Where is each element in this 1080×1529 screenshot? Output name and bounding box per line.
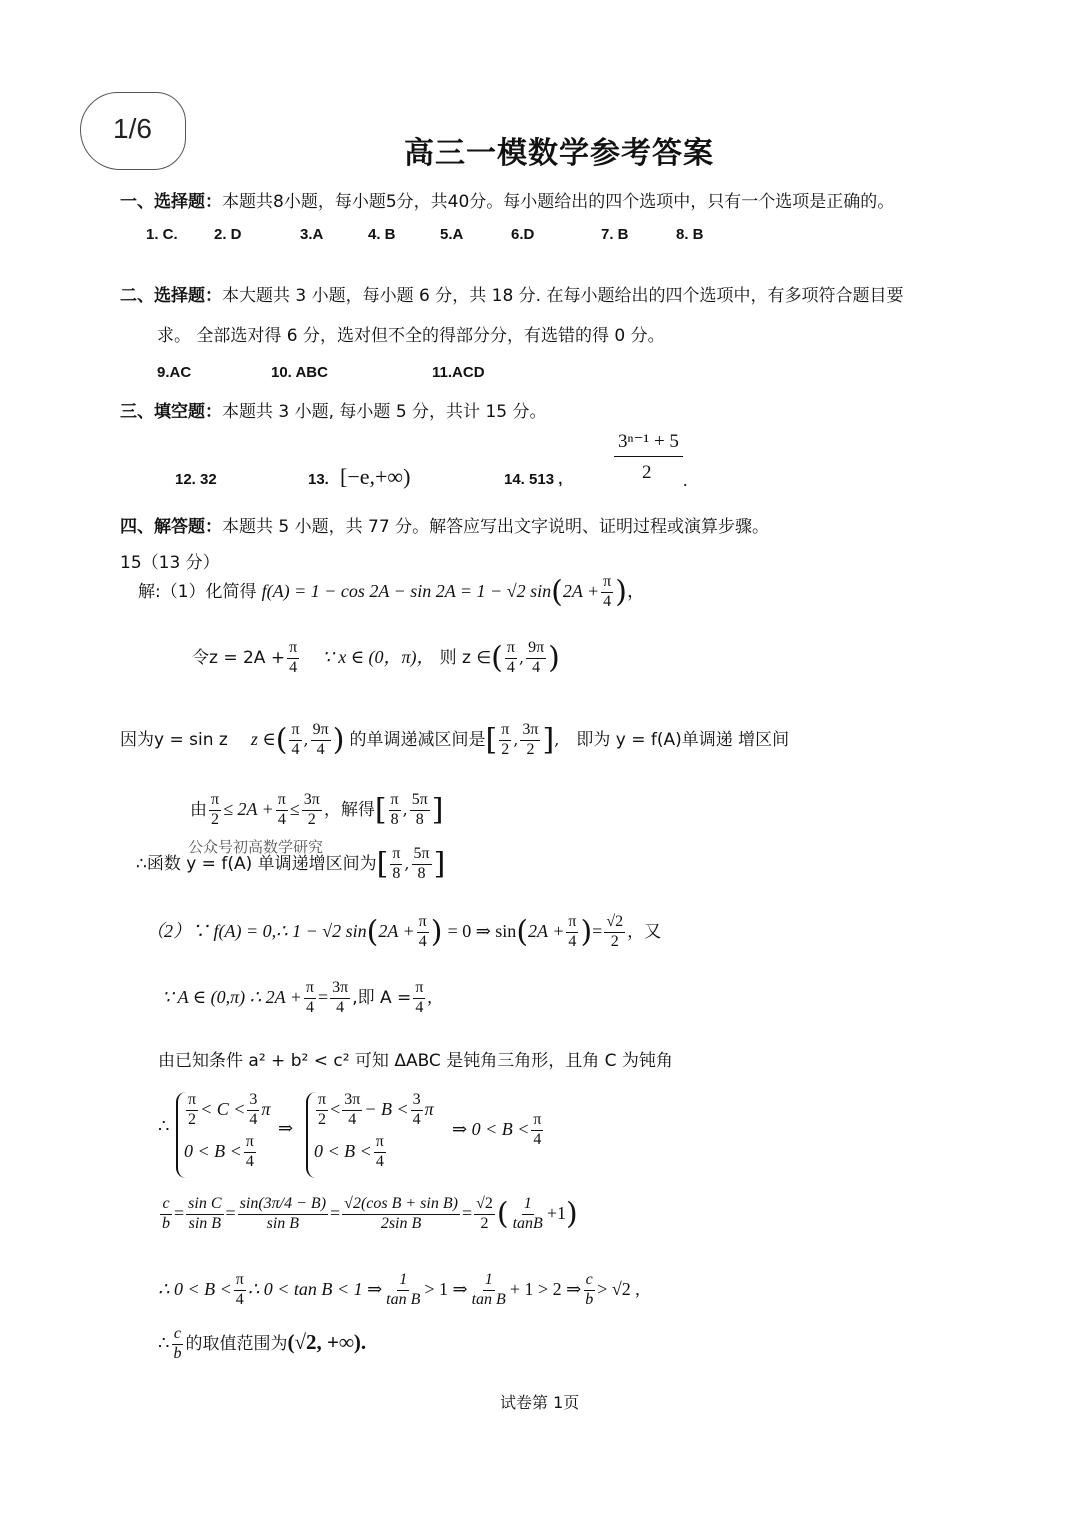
frac-c-b: $\frac{c}{b}$ — [173, 1325, 182, 1362]
bracket-open: [ — [485, 722, 498, 758]
bracket-open: [ — [376, 846, 389, 882]
section1-line — [120, 187, 894, 212]
p15-l1-prefix: 解:（1）化简得 — [138, 581, 257, 602]
frac-pi-4: $\frac{\pi}{4}$ — [289, 639, 298, 676]
lt-sign: < — [330, 1098, 341, 1119]
frac-3pi-4: $\frac{3\pi}{4}$ — [344, 1091, 361, 1128]
sys1-row1 — [184, 1092, 270, 1129]
section3-heading: 三、填空题： — [120, 402, 222, 422]
frac-pi-2: $\frac{\pi}{2}$ — [501, 721, 510, 758]
eq-sign: = — [461, 1202, 473, 1223]
p15-p3-b: ,即 A = — [352, 987, 412, 1008]
answer-12: 12. 32 — [175, 471, 217, 488]
ineq-b: ∴ 0 < tan B < 1 ⇒ — [247, 1278, 383, 1299]
ratio-c: √2(cos B + sin B) — [342, 1196, 460, 1215]
p15-p2-eq: = — [592, 920, 603, 941]
frac-pi-4: $\frac{\pi}{4}$ — [415, 979, 424, 1016]
p15-l1-tail: ， — [626, 580, 645, 601]
bracket-open: [ — [374, 792, 387, 828]
answer-14-end: . — [683, 470, 688, 490]
final-a: ∴ — [158, 1332, 170, 1353]
ineq-line — [158, 1272, 640, 1309]
ratio-line — [158, 1196, 578, 1233]
frac-5pi-8: $\frac{5\pi}{8}$ — [411, 791, 428, 828]
p15-l1-arg: 2A + — [562, 580, 600, 601]
frac-pi-8: $\frac{\pi}{8}$ — [392, 845, 401, 882]
frac-1-tanB: $\frac{1}{\text{tan B}}$ — [386, 1271, 421, 1308]
frac-sin-expr: $\frac{\sin(3\pi/4 - B)}{\text{sin B}}$ — [239, 1195, 327, 1232]
p15-p2-a: （2）∵ f(A) = 0,∴ 1 − √2 sin — [146, 920, 367, 941]
frac-sqrt2-2: $\frac{√2}{2}$ — [606, 913, 624, 950]
paren-open: ( — [516, 914, 529, 950]
paren-open: ( — [496, 1196, 509, 1232]
sys2-row2 — [314, 1134, 388, 1171]
sys2-r1b: − B < — [364, 1098, 409, 1119]
p15-l4-d: ，解得 — [323, 799, 375, 820]
page-badge-text: 1/6 — [113, 113, 152, 144]
frac-1-tanB: $\frac{1}{\text{tan B}}$ — [471, 1271, 506, 1308]
answer-7: 7. B — [601, 226, 629, 243]
p15-l2-then: 则 z ∈ — [439, 647, 492, 668]
p15-p2-c: ，又 — [627, 921, 662, 942]
frac-pi-4: $\frac{\pi}{4}$ — [603, 573, 612, 610]
frac-pi-2: $\frac{\pi}{2}$ — [211, 791, 220, 828]
p15-l3-d: 即为 y = f(A)单调递 增区间 — [576, 729, 790, 750]
p15-l3-a: 因为y = sin z — [120, 729, 228, 750]
frac-3pi-2: $\frac{3\pi}{2}$ — [303, 791, 320, 828]
ineq-c: > 1 ⇒ — [424, 1278, 468, 1299]
bracket-close: ] — [433, 846, 446, 882]
answer-9: 9.AC — [157, 364, 192, 381]
ineq-a: ∴ 0 < B < — [158, 1278, 232, 1299]
p15-line4: 由 $\frac{\pi}{2}$ ≤ 2A + $\frac{\pi}{4}$ ≤ $\frac{3\pi}{2}$ ，解得[ $\frac{\pi}{8}$ , $\frac{5\pi}{8}$ ] — [190, 791, 444, 828]
p15-p3-c: , — [427, 986, 432, 1007]
final-c: (√2, +∞). — [287, 1329, 367, 1354]
frac-cos-sin — [342, 1196, 460, 1233]
p15-line2: 令z = 2A + $\frac{\pi}{4}$ ∵ x ∈ (0，π)， 则 z ∈( $\frac{\pi}{4}$ , $\frac{9\pi}{4}$ ) — [192, 639, 560, 676]
final-b: 的取值范围为 — [185, 1333, 288, 1354]
frac-pi-4: $\frac{\pi}{4}$ — [418, 913, 427, 950]
answer-6: 6.D — [511, 226, 535, 243]
p15-p2-arg2: 2A + — [528, 920, 565, 941]
frac-c-b: $\frac{c}{b}$ — [162, 1195, 170, 1232]
frac-pi-4: $\frac{\pi}{4}$ — [245, 1133, 254, 1170]
paren-close: ) — [580, 914, 593, 950]
section1-text: 本题共8小题，每小题5分，共40分。每小题给出的四个选项中，只有一个选项是正确的。 — [222, 192, 895, 212]
paren-open: ( — [275, 722, 288, 758]
section3-line — [120, 397, 547, 422]
frac-pi-4: $\frac{\pi}{4}$ — [568, 913, 577, 950]
answer-1: 1. C. — [146, 226, 178, 243]
p15-l2-prefix: 令z = 2A + — [192, 647, 286, 668]
frac-pi-2: $\frac{\pi}{2}$ — [318, 1091, 327, 1128]
section2-text2: 求。 全部选对得 6 分，选对但不全的得部分分，有选错的得 0 分。 — [157, 326, 665, 346]
frac-1-tanB: $\frac{1}{\tan B}$ — [512, 1195, 543, 1232]
frac-3-4: $\frac{3}{4}$ — [412, 1091, 421, 1128]
p15-l5-a: ∴函数 y = f(A) 单调递增区间为 — [136, 853, 377, 874]
answer-14-denominator: 2 — [642, 462, 652, 483]
p15-part2-line3: 由已知条件 a² + b² < c² 可知 ΔABC 是钝角三角形，且角 C 为钝角 — [158, 1051, 673, 1071]
ratio-d: 2sin B — [380, 1214, 422, 1232]
frac-3-4: $\frac{3}{4}$ — [249, 1091, 258, 1128]
frac-pi-4: $\frac{\pi}{4}$ — [375, 1133, 384, 1170]
plus-one: +1 — [546, 1202, 566, 1223]
page-number-badge — [80, 92, 186, 170]
bracket-close: ] — [431, 792, 444, 828]
ratio-a: sin C — [186, 1196, 223, 1215]
p15-l4-c: ≤ — [289, 798, 300, 819]
sys-result — [452, 1112, 545, 1149]
ratio-b: sin B — [188, 1214, 222, 1232]
frac-pi-4: $\frac{\pi}{4}$ — [305, 979, 314, 1016]
frac-9pi-4: $\frac{9\pi}{4}$ — [528, 639, 545, 676]
pi-symbol: π — [424, 1098, 434, 1119]
section4-text: 本题共 5 小题，共 77 分。解答应写出文字说明、证明过程或演算步骤。 — [222, 517, 770, 537]
answer-14-label: 14. 513 , — [504, 471, 563, 488]
answer-2: 2. D — [214, 226, 242, 243]
paren-open: ( — [366, 914, 379, 950]
frac-pi-4: $\frac{\pi}{4}$ — [291, 721, 300, 758]
bracket-close: ] — [542, 722, 555, 758]
eq-sign: = — [330, 1202, 341, 1223]
section4-line — [120, 512, 769, 537]
frac-9pi-4: $\frac{9\pi}{4}$ — [312, 721, 329, 758]
frac-pi-4: $\frac{\pi}{4}$ — [533, 1111, 542, 1148]
p15-p2-b: = 0 ⇒ sin — [447, 920, 517, 941]
p15-l3-c: 的单调递减区间是 — [349, 729, 486, 750]
frac-sqrt2-2: $\frac{√2}{2}$ — [476, 1195, 493, 1232]
p15-l3-b: z ∈ — [250, 728, 276, 749]
sys2-row1 — [314, 1092, 434, 1129]
answer-10: 10. ABC — [271, 364, 328, 381]
paren-close: ) — [615, 574, 627, 610]
paren-close: ) — [332, 722, 345, 758]
answer-13-label: 13. — [308, 471, 329, 488]
frac-5pi-8: $\frac{5\pi}{8}$ — [413, 845, 430, 882]
sys2-r2: 0 < B < — [314, 1140, 372, 1161]
frac-pi-4: $\frac{\pi}{4}$ — [235, 1271, 244, 1308]
ineq-d: + 1 > 2 ⇒ — [509, 1278, 582, 1299]
page-footer: 试卷第 1页 — [500, 1393, 580, 1412]
sys-result-text: ⇒ 0 < B < — [452, 1118, 530, 1139]
ratio-e: tanB — [512, 1214, 543, 1232]
p15-line5: ∴函数 y = f(A) 单调递增区间为[ $\frac{\pi}{8}$ , $\frac{5\pi}{8}$ ] — [136, 845, 446, 882]
frac-3pi-2: $\frac{3\pi}{2}$ — [522, 721, 539, 758]
p15-part2-line1 — [146, 914, 661, 951]
frac-sinC-sinB — [186, 1196, 223, 1233]
eq-sign: = — [174, 1202, 185, 1223]
p15-l1-expr: f(A) = 1 − cos 2A − sin 2A = 1 − √2 sin — [261, 580, 552, 601]
section2-line1 — [120, 281, 904, 306]
final-line — [158, 1326, 366, 1363]
p15-part2-line2 — [162, 980, 432, 1017]
answer-8: 8. B — [676, 226, 704, 243]
paren-open: ( — [551, 574, 563, 610]
answer-14-numerator: 3ⁿ⁻¹ + 5 — [614, 430, 683, 457]
section2-text1: 本大题共 3 小题，每小题 6 分，共 18 分. 在每小题给出的四个选项中，有多项符合题目要 — [222, 286, 904, 306]
problem15-label: 15（13 分） — [120, 553, 220, 573]
paren-close: ) — [565, 1196, 578, 1232]
paren-close: ) — [430, 914, 443, 950]
pi-symbol: π — [261, 1098, 271, 1119]
answer-13-value: [−e,+∞) — [340, 464, 411, 489]
p15-line1 — [138, 574, 645, 611]
frac-c-b: $\frac{c}{b}$ — [585, 1271, 594, 1308]
sys1-r1: < C < — [200, 1098, 246, 1119]
answer-4: 4. B — [368, 226, 396, 243]
therefore-sign: ∴ — [158, 1116, 170, 1136]
p15-p3-eq: = — [317, 986, 329, 1007]
frac-pi-8: $\frac{\pi}{8}$ — [390, 791, 399, 828]
ineq-e: > √2 , — [597, 1278, 640, 1299]
eq-sign: = — [225, 1202, 236, 1223]
p15-line3: 因为y = sin z z ∈( $\frac{\pi}{4}$ , $\frac{9\pi}{4}$ ) 的单调递减区间是[ $\frac{\pi}{2}$ , $\frac{3\pi}{2}$ ], 即为 y = f(A)单调递 增区间 — [120, 721, 790, 758]
section1-heading: 一、选择题： — [120, 192, 222, 212]
sys1-row2 — [184, 1134, 258, 1171]
p15-l4-a: 由 — [190, 799, 207, 820]
p15-p2-arg: 2A + — [378, 920, 415, 941]
frac-pi-2: $\frac{\pi}{2}$ — [188, 1091, 197, 1128]
frac-pi-4: $\frac{\pi}{4}$ — [506, 639, 515, 676]
answer-11: 11.ACD — [432, 364, 485, 381]
page-title: 高三一模数学参考答案 — [404, 136, 714, 171]
p15-l2-mid: ∵ x ∈ (0，π)， — [322, 646, 435, 667]
section4-heading: 四、解答题： — [120, 517, 222, 537]
section2-heading: 二、选择题： — [120, 286, 222, 306]
frac-3pi-4: $\frac{3\pi}{4}$ — [332, 979, 349, 1016]
watermark: 公众号初高数学研究 — [188, 838, 324, 856]
frac-pi-4: $\frac{\pi}{4}$ — [277, 791, 286, 828]
answer-3: 3.A — [300, 226, 324, 243]
implies-arrow: ⇒ — [278, 1118, 294, 1138]
answer-5: 5.A — [440, 226, 464, 243]
section3-text: 本题共 3 小题, 每小题 5 分，共计 15 分。 — [222, 402, 547, 422]
paren-close: ) — [548, 640, 560, 676]
p15-p3-a: ∵ A ∈ (0,π) ∴ 2A + — [162, 986, 302, 1007]
sys1-r2: 0 < B < — [184, 1140, 242, 1161]
paren-open: ( — [491, 640, 503, 676]
p15-l4-b: ≤ 2A + — [223, 798, 274, 819]
